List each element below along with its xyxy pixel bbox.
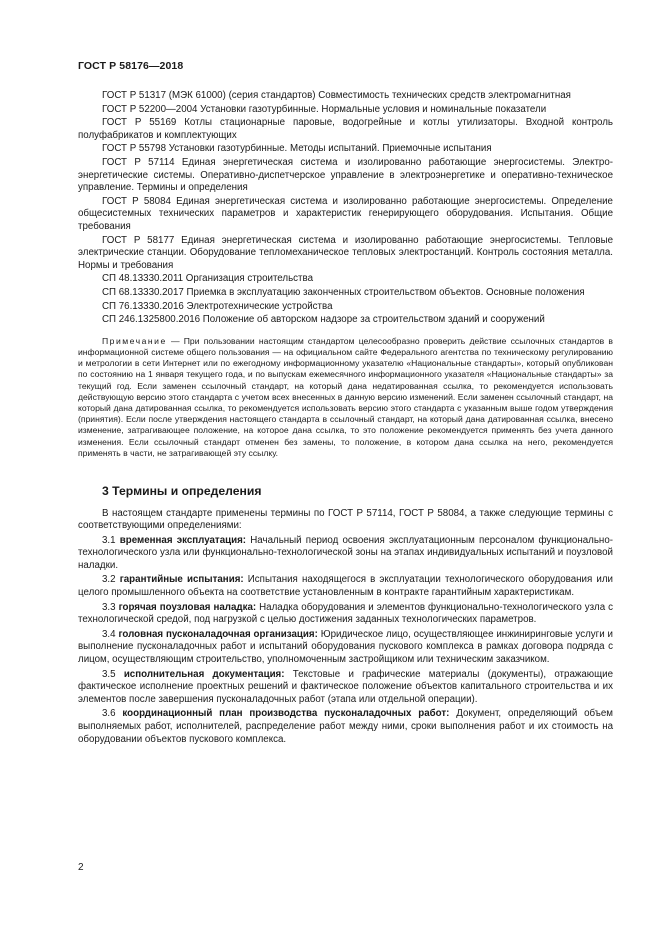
note-text: — При пользовании настоящим стандартом целесообразно проверить действие ссылочных стандартов в информационной системе общего пользования — на официальном сайте Федерального агентства по техническому регулированию и метрологии в сети Интернет или по ежегодному информационному указателю «Национальные стандарты», который опубликован по состоянию на 1 января текущего года, и по выпускам ежемесячного информационного указателя «Национальные стандарты» за текущий год. Если заменен ссылочный стандарт, на который дана недатированная ссылка, то рекомендуется использовать действующую версию этого стандарта с учетом всех внесенных в данную версию изменений. Если заменен ссылочный стандарт, на который дана датированная ссылка, то рекомендуется использовать версию этого стандарта с указанным выше годом утверждения (принятия). Если после утверждения настоящего стандарта в ссылочный стандарт, на который дана датированная ссылка, внесено изменение, затрагивающее положение, на которое дана ссылка, то это положение рекомендуется применять без учета данного изменения. Если ссылочный стандарт отменен без замены, то положение, в котором дана ссылка на него, рекомендуется применять в части, не затрагивающей эту ссылку. — [78, 335, 613, 458]
reference-item: ГОСТ Р 57114 Единая энергетическая система и изолированно работающие энергосистемы. Электро-энергетические системы. Оперативно-диспетчерское управление в электроэнергетике и оперативно-техническое управление. Термины и определения — [78, 156, 613, 194]
document-body — [78, 90, 613, 748]
reference-item: ГОСТ Р 51317 (МЭК 61000) (серия стандартов) Совместимость технических средств электромагнитная — [102, 90, 571, 101]
page-number: 2 — [78, 862, 84, 873]
reference-item: ГОСТ Р 55169 Котлы стационарные паровые, водогрейные и котлы утилизаторы. Входной контроль полуфабрикатов и комплектующих — [78, 117, 613, 141]
section-title: 3 Термины и определения — [102, 483, 262, 498]
note-block — [78, 336, 613, 459]
term-number: 3.2 — [102, 574, 116, 586]
term-definition: Испытания находящегося в эксплуатации технологического оборудования или целого промышленного объекта на соответствие установленным в контракте гарантийным характеристикам. — [78, 574, 613, 599]
term-name: горячая поузловая наладка: — [118, 601, 257, 613]
term-entry — [78, 574, 613, 599]
term-name: координационный план производства пусконаладочных работ: — [122, 708, 450, 720]
term-number: 3.4 — [102, 628, 116, 640]
term-name: головная пусконаладочная организация: — [118, 628, 318, 640]
term-number: 3.6 — [102, 708, 116, 720]
term-number: 3.5 — [102, 668, 116, 680]
section-intro: В настоящем стандарте применены термины по ГОСТ Р 57114, ГОСТ Р 58084, а также следующие термины с соответствующими определениями: — [78, 507, 613, 532]
reference-item: ГОСТ Р 58084 Единая энергетическая система и изолированно работающие энергосистемы. Определение общесистемных технических параметров и характеристик генерирующего оборудования. Испытания. Общие требования — [78, 195, 613, 232]
reference-item: СП 76.13330.2016 Электротехнические устройства — [102, 300, 333, 312]
term-definition: Текстовые и графические материалы (документы), отражающие фактическое исполнение проектных решений и фактическое положение объектов капитального строительства и их элементов после завершения пусконаладочных работ (этапа или отдельной операции). — [78, 668, 614, 705]
term-number: 3.1 — [102, 534, 116, 546]
term-entry — [78, 629, 613, 667]
reference-item: ГОСТ Р 58177 Единая энергетическая система и изолированно работающие энергосистемы. Тепловые электрические станции. Оборудование тепломеханическое тепловых электростанций. Контроль состояния металла. Нормы и требования — [78, 234, 613, 271]
reference-item: ГОСТ Р 55798 Установки газотурбинные. Методы испытаний. Приемочные испытания — [102, 143, 492, 155]
terms-section — [78, 508, 613, 747]
note-label: Примечание — [102, 335, 167, 346]
term-definition: Начальный период освоения эксплуатационным персоналом функционально-технологического узла или функционально-технологической зоны на этапах индивидуальных испытаний и поузловой наладки. — [78, 534, 613, 571]
term-entry — [78, 535, 613, 573]
reference-item: СП 48.13330.2011 Организация строительства — [102, 273, 314, 285]
reference-item: ГОСТ Р 52200—2004 Установки газотурбинные. Нормальные условия и номинальные показатели — [102, 103, 547, 115]
reference-item: СП 246.1325800.2016 Положение об авторском надзоре за строительством зданий и сооружений — [102, 314, 545, 326]
document-header-code: ГОСТ Р 58176—2018 — [78, 60, 184, 72]
term-name: исполнительная документация: — [123, 668, 285, 680]
reference-item: СП 68.13330.2017 Приемка в эксплуатацию законченных строительством объектов. Основные положения — [102, 286, 585, 298]
term-name: гарантийные испытания: — [119, 574, 244, 586]
term-definition: Наладка оборудования и элементов функционально-технологического узла с технологической средой, под нагрузкой с целью достижения заданных технологических параметров. — [78, 601, 613, 626]
term-entry — [78, 602, 613, 627]
references-list — [78, 90, 613, 327]
term-definition: Документ, определяющий объем выполняемых работ, исполнителей, распределение работ между ними, сроки выполнения работ и их стоимость на оборудовании объектов пускового комплекса. — [78, 708, 613, 745]
term-entry — [78, 708, 613, 746]
term-number: 3.3 — [102, 601, 116, 613]
term-name: временная эксплуатация: — [119, 534, 247, 546]
term-definition: Юридическое лицо, осуществляющее инжиниринговые услуги и выполнение пусконаладочных работ и испытаний оборудования пускового комплекса в рамках договора подряда с лицом, осуществляющим строительство, уполномоченным застройщиком или техническим заказчиком. — [78, 628, 613, 666]
term-entry — [78, 669, 613, 707]
